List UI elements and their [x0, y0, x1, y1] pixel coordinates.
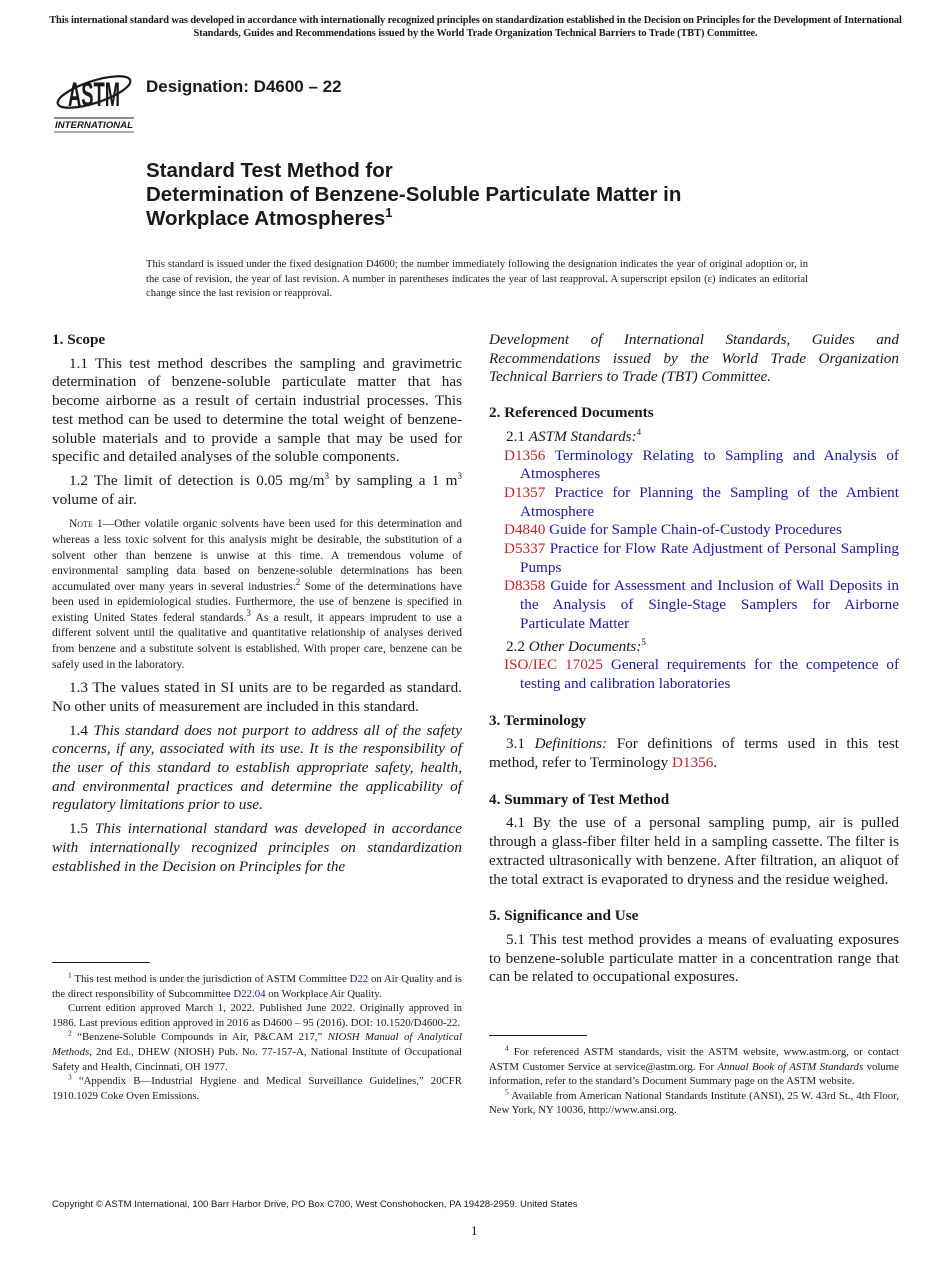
ref-d1356[interactable]: D1356 Terminology Relating to Sampling and Analysis of Atmospheres — [504, 446, 899, 483]
edition-note: Current edition approved March 1, 2022. Published June 2022. Originally approved in 1986. Last previous edition approved in 2016 as D4600 – 95 (2016). DOI: 10.1520/D4600-22. — [52, 1002, 462, 1029]
ref-d4840[interactable]: D4840 Guide for Sample Chain-of-Custody Procedures — [504, 521, 842, 539]
left-column — [52, 331, 462, 881]
section-heading-scope: 1. Scope — [52, 331, 106, 348]
para-1-1: 1.1 This test method describes the sampling and gravimetric determination of benzene-soluble particulate matter that has become airborne as a result of certain industrial processes. This test method can be used to determine the total weight of benzene-soluble materials and to provide a sample that may be used for specific and detailed analyses of the soluble components. — [52, 354, 462, 466]
footnote-2-link[interactable]: 2 — [295, 576, 301, 587]
title-footnote-link[interactable]: 1 — [385, 205, 393, 221]
para-4-1: 4.1 By the use of a personal sampling pump, air is pulled through a glass-fiber filter held in a sampling cassette. The filter is extracted ultrasonically with benzene. After filtration, an aliquot of the total extract is evaporated to dryness and the residue weighed. — [489, 814, 899, 888]
svg-text:INTERNATIONAL: INTERNATIONAL — [55, 120, 134, 131]
footnote-divider — [52, 962, 150, 963]
footnote-5-link[interactable]: 5 — [641, 636, 646, 647]
footnote-2: $^2$ “Benzene-Soluble Compounds in Air, P&CAM 217,” NIOSH Manual of Analytical Methods, 2nd Ed., DHEW (NIOSH) Pub. No. 77-157-A, National Institute of Occupational Safety and Health, Cincinnati, OH 1977. — [52, 1028, 462, 1073]
copyright-notice: Copyright © ASTM International, 100 Barr Harbor Drive, PO Box C700, West Conshohocken, PA 19428-2959. United States — [52, 1199, 578, 1210]
ref-iso-iec-17025[interactable]: ISO/IEC 17025 General requirements for the competence of testing and calibration laboratories — [504, 656, 900, 692]
para-1-2: 1.2 The limit of detection is 0.05 $mg/m^3$ by sampling a 1 $m^3$ volume of air. — [52, 470, 462, 508]
ref-d8358[interactable]: D8358 Guide for Assessment and Inclusion of Wall Deposits in the Analysis of Single-Stage Samplers for Airborne Particulate Matter — [504, 577, 899, 632]
page-number: 1 — [471, 1223, 478, 1238]
footnotes-left — [52, 962, 462, 1103]
para-5-1: 5.1 This test method provides a means of evaluating exposures to benzene-soluble particulate matter in a concentration range that can be related to occupational exposures. — [489, 930, 899, 986]
section-heading-referenced-documents: 2. Referenced Documents — [489, 404, 654, 422]
title-line-3: Workplace Atmospheres$^1$ — [146, 205, 393, 230]
subsection-2-1: 2.1 ASTM Standards:$^4$ — [506, 426, 642, 445]
title-line-1: Standard Test Method for — [146, 159, 393, 182]
right-column — [489, 331, 899, 992]
footnote-4-link[interactable]: 4 — [636, 426, 642, 437]
footnote-divider — [489, 1035, 587, 1036]
footnotes-right — [489, 1035, 899, 1118]
footnote-5: $^5$ Available from American National Standards Institute (ANSI), 25 W. 43rd St., 4th Floor, New York, NY 10036, http://www.ansi.org. — [489, 1087, 899, 1117]
section-heading-summary: 4. Summary of Test Method — [489, 790, 670, 808]
astm-logo-icon — [52, 56, 136, 134]
svg-text:ASTM: ASTM — [68, 76, 120, 114]
subsection-2-2: 2.2 Other Documents:$^5$ — [506, 636, 646, 655]
para-1-4: 1.4 This standard does not purport to address all of the safety concerns, if any, associated with its use. It is the responsibility of the user of this standard to establish appropriate safety, health, and environmental practices and determine the applicability of regulatory limitations prior to use. — [52, 721, 463, 814]
ref-d5337[interactable]: D5337 Practice for Flow Rate Adjustment of Personal Sampling Pumps — [504, 540, 900, 576]
page-title — [146, 159, 846, 231]
footnote-4: $^4$ For referenced ASTM standards, visit the ASTM website, www.astm.org, or contact ASTM Customer Service at service@astm.org. For Annual Book of ASTM Standards volume information, refer to the standard’s Document Summary page on the ASTM website. — [489, 1043, 899, 1088]
section-heading-terminology: 3. Terminology — [489, 711, 587, 729]
ref-d1357[interactable]: D1357 Practice for Planning the Sampling of the Ambient Atmosphere — [504, 483, 899, 520]
para-1-5-continued: Development of International Standards, Guides and Recommendations issued by the World Trade Organization Technical Barriers to Trade (TBT) Committee. — [489, 331, 899, 386]
subcommittee-d22-04-link[interactable]: D22.04 — [233, 987, 266, 1000]
title-line-2: Determination of Benzene-Soluble Particulate Matter in — [146, 183, 682, 206]
para-1-3: 1.3 The values stated in SI units are to be regarded as standard. No other units of measurement are included in this standard. — [52, 679, 462, 715]
d1356-link[interactable]: D1356 — [671, 754, 714, 772]
note-1: Note 1—Other volatile organic solvents have been used for this determination and whereas a less toxic solvent for this analysis might be desirable, the substitution of a solvent other than benzene is unwise at this time. A tremendous volume of environmental sampling data based on benzene-soluble determinations has been accumulated over many years in several industries.$^2$ Some of the determinations have been used in epidemiological studies. Furthermore, the use of benzene is specified in existing United States federal standards.$^3$ As a result, it appears imprudent to use a different solvent until the qualitative and quantitative relationship of analyses derived from benzene and a substitute solvent is established. With proper care, benzene can be safely used in the laboratory. — [52, 518, 463, 671]
issued-note: This standard is issued under the fixed designation D4600; the number immediately following the designation indicates the year of original adoption or, in the case of revision, the year of last revision. A number in parentheses indicates the year of last reapproval. A superscript epsilon (ε) indicates an editorial change since the last revision or reapproval. — [146, 259, 808, 300]
section-heading-significance: 5. Significance and Use — [489, 907, 639, 925]
footnote-3-link[interactable]: 3 — [246, 608, 251, 619]
para-1-5: 1.5 This international standard was developed in accordance with internationally recognized principles on standardization established in the Decision on Principles for the — [52, 820, 462, 875]
committee-d22-link[interactable]: D22 — [349, 973, 369, 985]
para-3-1: 3.1 Definitions: For definitions of terms used in this test method, refer to Terminology D1356. — [489, 735, 900, 772]
tbt-banner: This international standard was developed in accordance with internationally recognized principles on standardization established in the Decision on Principles for the Development of International Standards, Guides and Recommendations issued by the World Trade Organization Technical Barriers to Trade (TBT) Committee. — [49, 15, 902, 39]
designation: Designation: D4600 – 22 — [146, 77, 342, 96]
footnote-3: $^3$ “Appendix B—Industrial Hygiene and Medical Surveillance Guidelines,” 20CFR 1910.1029 Coke Oven Emissions. — [52, 1072, 462, 1102]
footnote-1: $^1$ This test method is under the jurisdiction of ASTM Committee D22 on Air Quality and is the direct responsibility of Subcommittee D22.04 on Workplace Air Quality. — [52, 970, 463, 1000]
